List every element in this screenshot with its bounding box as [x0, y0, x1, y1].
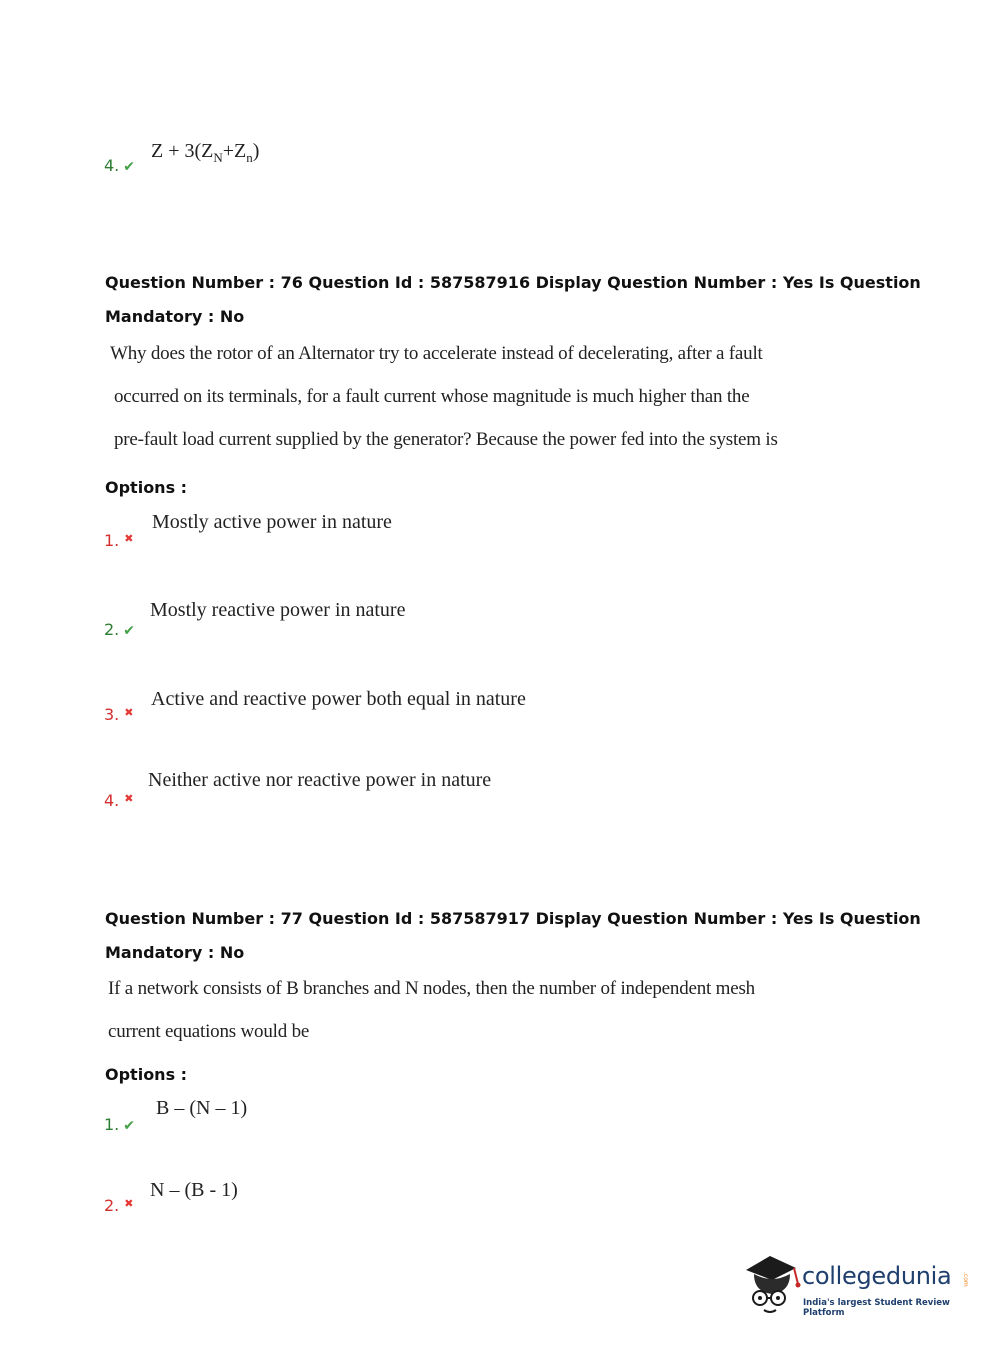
- q77-options-label: Options :: [105, 1065, 188, 1084]
- cross-icon: ✖: [124, 792, 134, 805]
- q76-header-line1: Question Number : 76 Question Id : 587587916 Display Question Number : Yes Is Question: [105, 273, 921, 292]
- q76-option-3-number: 3. ✖: [104, 705, 134, 724]
- q76-text-line3: pre-fault load current supplied by the generator? Because the power fed into the system is: [114, 429, 778, 450]
- check-icon: ✔: [123, 159, 135, 175]
- q77-header-line2: Mandatory : No: [105, 943, 245, 962]
- q77-header: [105, 902, 925, 970]
- q77-header-line1: Question Number : 77 Question Id : 587587917 Display Question Number : Yes Is Question: [105, 909, 921, 928]
- q77-option-1-number: 1. ✔: [104, 1115, 135, 1134]
- q76-option-4-text: Neither active nor reactive power in nature: [148, 769, 492, 791]
- q77-option-2-number: 2. ✖: [104, 1196, 134, 1215]
- check-icon: ✔: [123, 1118, 135, 1134]
- q76-options-label: Options :: [105, 478, 188, 497]
- q76-text-line2: occurred on its terminals, for a fault current whose magnitude is much higher than the: [114, 386, 750, 407]
- prev-option-4-number: 4. ✔: [104, 156, 135, 175]
- q76-option-2-number: 2. ✔: [104, 620, 135, 639]
- q76-header: [105, 266, 925, 334]
- check-icon: ✔: [123, 623, 135, 639]
- mascot-icon: [740, 1250, 802, 1322]
- q77-text-line2: current equations would be: [108, 1021, 310, 1042]
- cross-icon: ✖: [124, 532, 134, 545]
- q77-text-line1: If a network consists of B branches and N nodes, then the number of independent mesh: [108, 978, 755, 999]
- collegedunia-logo: collegedunia .com India's largest Student Review Platform: [740, 1250, 980, 1322]
- q76-option-1-text: Mostly active power in nature: [152, 511, 392, 533]
- q76-option-3-text: Active and reactive power both equal in nature: [151, 688, 526, 710]
- q76-option-4-number: 4. ✖: [104, 791, 134, 810]
- q76-option-2-text: Mostly reactive power in nature: [150, 599, 406, 621]
- cross-icon: ✖: [124, 1197, 134, 1210]
- q77-option-1-text: B – (N – 1): [156, 1097, 248, 1119]
- prev-option-4-text: $Z + 3(Z_N+Z_n)$: [151, 140, 260, 165]
- q76-option-1-number: 1. ✖: [104, 531, 134, 550]
- q77-option-2-text: N – (B - 1): [150, 1179, 238, 1201]
- q76-header-line2: Mandatory : No: [105, 307, 245, 326]
- cross-icon: ✖: [124, 706, 134, 719]
- q76-text-line1: Why does the rotor of an Alternator try to accelerate instead of decelerating, after a fault: [110, 343, 763, 364]
